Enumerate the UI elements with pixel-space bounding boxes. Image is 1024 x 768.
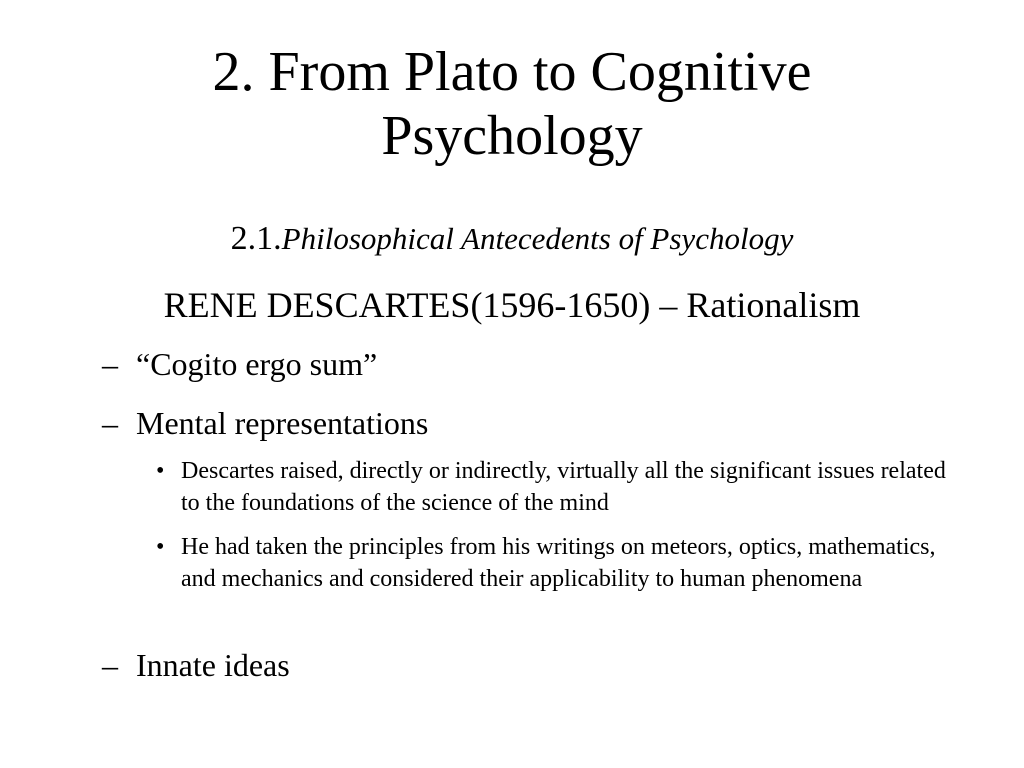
section-heading: RENE DESCARTES(1596-1650) – Rationalism <box>163 285 861 325</box>
list-item-text: Innate ideas <box>136 647 290 683</box>
title-line-1: 2. From Plato to Cognitive <box>212 41 812 103</box>
list-item-mental-representations <box>102 403 428 443</box>
sub-list-item-text: He had taken the principles from his writings on meteors, optics, mathematics, and mechanics and considered their applicability to human phenomena <box>181 534 936 592</box>
slide-title <box>60 40 964 168</box>
dash-marker: – <box>102 647 118 683</box>
bullet-marker: • <box>156 534 165 560</box>
title-line-2: Psychology <box>381 105 643 167</box>
dash-marker: – <box>102 405 118 441</box>
list-item-text: “Cogito ergo sum” <box>136 346 378 382</box>
list-item-text: Mental representations <box>136 405 429 441</box>
bullet-marker: • <box>156 458 165 484</box>
sub-list-item-principles <box>156 531 956 595</box>
subtitle-number: 2.1. <box>230 220 282 257</box>
list-item-innate-ideas <box>102 645 290 685</box>
section-subtitle <box>0 218 1024 260</box>
sub-list-item-text: Descartes raised, directly or indirectly, virtually all the significant issues related to the foundations of the science of the mind <box>181 458 946 516</box>
sub-list-item-descartes-issues <box>156 455 956 519</box>
subtitle-text: Philosophical Antecedents of Psychology <box>281 221 794 256</box>
list-item-cogito <box>102 344 377 384</box>
dash-marker: – <box>102 346 118 382</box>
